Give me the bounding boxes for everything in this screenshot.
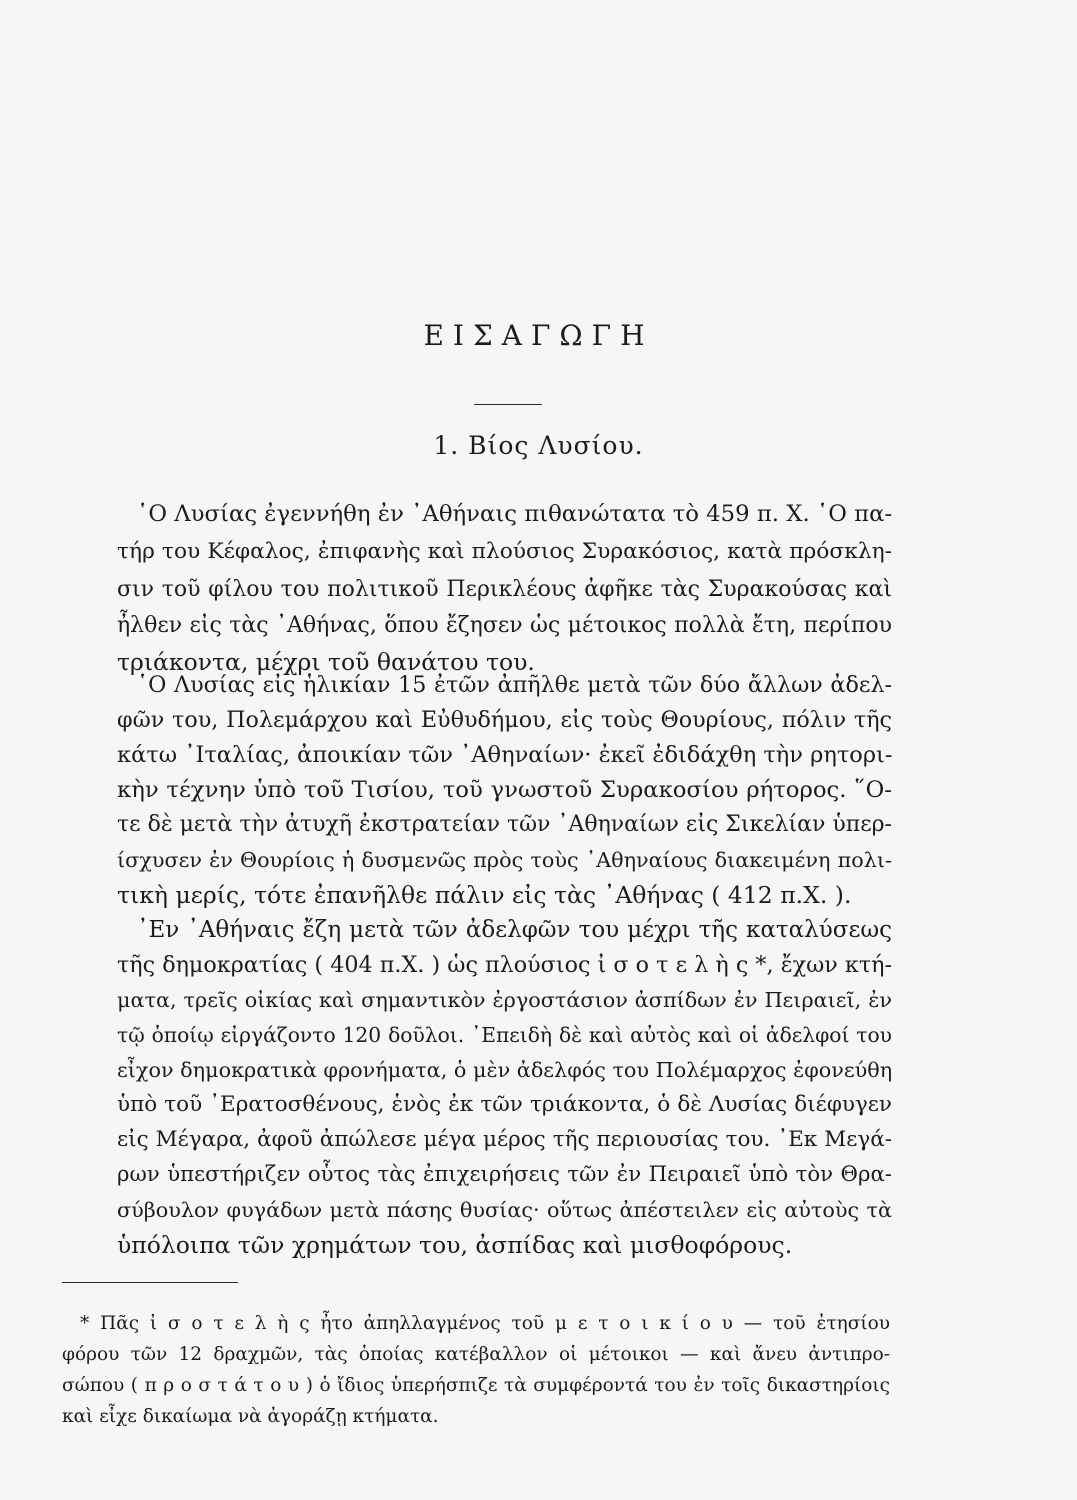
heading-divider — [474, 404, 542, 405]
body-line: ρων ὑπεστήριζεν οὗτος τὰς ἐπιχειρήσεις τῶν ἐν Πειραιεῖ ὑπὸ τὸν Θρα- — [117, 1162, 892, 1187]
body-line: σιν τοῦ φίλου του πολιτικοῦ Περικλέους ἀφῆκε τὰς Συρακούσας καὶ — [117, 577, 892, 602]
body-line: ὑπόλοιπα τῶν χρημάτων του, ἀσπίδας καὶ μισθοφόρους. — [117, 1231, 793, 1259]
body-line: τικὴ μερίς, τότε ἐπανῆλθε πάλιν εἰς τὰς ᾽Αθήνας ( 412 π.Χ. ). — [117, 881, 852, 909]
body-line: ἦλθεν εἰς τὰς ᾽Αθήνας, ὅπου ἔζησεν ὡς μέτοικος πολλὰ ἔτη, περίπου — [117, 613, 892, 638]
body-line: εἰς Μέγαρα, ἀφοῦ ἀπώλεσε μέγα μέρος τῆς περιουσίας του. ᾽Εκ Μεγά- — [117, 1127, 892, 1152]
chapter-heading: ΕΙΣΑΓΩΓΗ — [423, 319, 654, 352]
body-line: τῷ ὁποίῳ εἰργάζοντο 120 δοῦλοι. ᾽Επειδὴ δὲ καὶ αὐτὸς καὶ οἱ ἀδελφοί του — [117, 1023, 892, 1047]
footnote-line: * Πᾶς ἰ σ ο τ ε λ ὴ ς ἦτο ἀπηλλαγμένος τοῦ μ ε τ ο ι κ ί ο υ — τοῦ ἐτησίου — [80, 1313, 890, 1334]
body-line: ίσχυσεν ἐν Θουρίοις ἡ δυσμενῶς πρὸς τοὺς ᾽Αθηναίους διακειμένη πολι- — [117, 848, 892, 872]
footnote-divider — [62, 1282, 238, 1283]
body-line: ᾽Εν ᾽Αθήναις ἔζη μετὰ τῶν ἀδελφῶν του μέχρι τῆς καταλύσεως — [137, 917, 892, 943]
body-line: τε δὲ μετὰ τὴν ἀτυχῆ ἐκστρατείαν τῶν ᾽Αθηναίων εἰς Σικελίαν ὑπερ- — [117, 812, 892, 837]
footnote-line: καὶ εἶχε δικαίωμα νὰ ἀγοράζῃ κτήματα. — [62, 1406, 439, 1427]
footnote-line: σώπου ( π ρ ο σ τ ά τ ο υ ) ὁ ἴδιος ὑπερήσπιζε τὰ συμφέροντά του ἐν τοῖς δικαστηρίοις — [62, 1375, 890, 1396]
footnote-line: φόρου τῶν 12 δραχμῶν, τὰς ὁποίας κατέβαλλον οἱ μέτοικοι — καὶ ἄνευ ἀντιπρο- — [62, 1344, 890, 1365]
body-line: εἶχον δημοκρατικὰ φρονήματα, ὁ μὲν ἀδελφός του Πολέμαρχος ἐφονεύθη — [117, 1058, 893, 1082]
body-line: ῾Ο Λυσίας ἐγεννήθη ἐν ᾽Αθήναις πιθανώτατα τὸ 459 π. Χ. ῾Ο πα- — [137, 501, 893, 527]
body-line: ῾Ο Λυσίας εἰς ἡλικίαν 15 ἐτῶν ἀπῆλθε μετὰ τῶν δύο ἄλλων ἀδελ- — [137, 672, 892, 698]
body-line: ὑπὸ τοῦ ᾽Ερατοσθένους, ἑνὸς ἐκ τῶν τριάκοντα, ὁ δὲ Λυσίας διέφυγεν — [117, 1092, 892, 1117]
body-line: κὴν τέχνην ὑπὸ τοῦ Τισίου, τοῦ γνωστοῦ Συρακοσίου ρήτορος. ῞Ο- — [117, 777, 892, 803]
body-line: τήρ του Κέφαλος, ἐπιφανὴς καὶ πλούσιος Συρακόσιος, κατὰ πρόσκλη- — [117, 539, 892, 564]
body-line: σύβουλον φυγάδων μετὰ πάσης θυσίας· οὕτως ἀπέστειλεν εἰς αὐτοὺς τὰ — [117, 1198, 892, 1222]
section-title: 1. Βίος Λυσίου. — [433, 431, 644, 460]
body-line: ματα, τρεῖς οἰκίας καὶ σημαντικὸν ἐργοστάσιον ἀσπίδων ἐν Πειραιεῖ, ἐν — [117, 988, 892, 1012]
body-line: τῆς δημοκρατίας ( 404 π.Χ. ) ὡς πλούσιος ἰ σ ο τ ε λ ὴ ς *, ἔχων κτή- — [117, 952, 892, 978]
body-line: τριάκοντα, μέχρι τοῦ θανάτου του. — [117, 648, 535, 676]
body-line: κάτω ᾽Ιταλίας, ἀποικίαν τῶν ᾽Αθηναίων· ἐκεῖ ἐδιδάχθη τὴν ρητορι- — [117, 742, 893, 768]
body-line: φῶν του, Πολεμάρχου καὶ Εὐθυδήμου, εἰς τοὺς Θουρίους, πόλιν τῆς — [117, 707, 892, 733]
